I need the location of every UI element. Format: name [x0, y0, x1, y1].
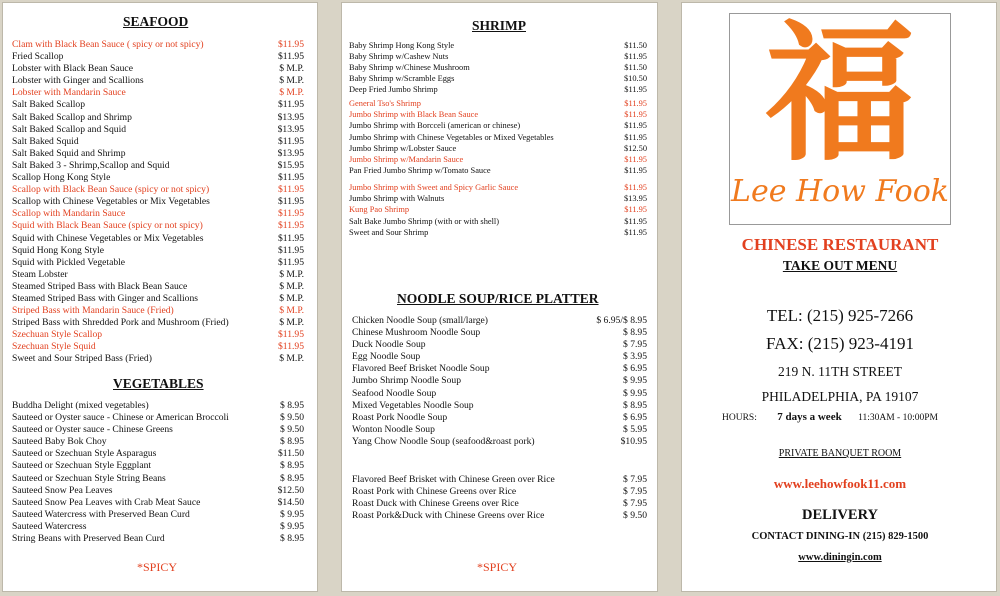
menu-item-price: $ M.P.	[279, 353, 304, 365]
menu-item-name: Sauteed Snow Pea Leaves with Crab Meat Sauce	[12, 496, 201, 508]
menu-item-price: $11.95	[277, 184, 304, 196]
menu-item	[352, 388, 647, 400]
menu-item-name: Striped Bass with Shredded Pork and Mushroom (Fried)	[12, 317, 229, 329]
menu-item	[12, 497, 304, 509]
menu-item-price: $11.95	[277, 51, 304, 63]
hours-label: HOURS:	[722, 413, 757, 423]
menu-item	[12, 329, 304, 341]
menu-item-price: $11.95	[277, 39, 304, 50]
menu-item-price: $11.95	[624, 166, 647, 176]
menu-item-name: Pan Fried Jumbo Shrimp w/Tomato Sauce	[349, 166, 491, 176]
rice-platter-list	[352, 474, 647, 522]
menu-item-price: $ M.P.	[279, 292, 304, 304]
menu-item	[349, 154, 647, 165]
menu-item	[12, 136, 304, 148]
menu-item-price: $11.50	[624, 62, 647, 72]
menu-panel-shrimp-noodle	[341, 2, 658, 592]
menu-item-price: $ 9.50	[623, 510, 647, 522]
menu-item	[12, 305, 304, 317]
menu-item-price: $11.95	[624, 51, 647, 61]
menu-item-price: $ 9.95	[280, 520, 304, 532]
menu-item-price: $ 9.95	[280, 508, 304, 520]
menu-item-price: $ M.P.	[279, 87, 304, 99]
menu-item	[12, 245, 304, 257]
menu-item-price: $11.95	[624, 216, 647, 226]
menu-item-name: Sauteed Baby Bok Choy	[12, 436, 107, 448]
menu-item-name: Squid with Black Bean Sauce (spicy or not spicy)	[12, 220, 203, 232]
seafood-list	[12, 39, 304, 366]
menu-item-price: $10.95	[620, 435, 647, 447]
menu-item	[12, 208, 304, 220]
menu-item-price: $11.95	[624, 183, 647, 192]
menu-item	[352, 351, 647, 363]
menu-item	[352, 474, 647, 486]
menu-item-name: Sweet and Sour Shrimp	[349, 227, 429, 237]
menu-item-price: $ 8.95	[280, 533, 304, 545]
menu-item	[12, 473, 304, 485]
menu-item-price: $11.95	[624, 84, 647, 94]
menu-item-price: $11.95	[624, 121, 647, 131]
menu-item-name: Salt Baked Scallop	[12, 99, 86, 111]
noodle-heading: NOODLE SOUP/RICE PLATTER	[397, 291, 599, 306]
menu-item-name: Baby Shrimp Hong Kong Style	[349, 41, 455, 50]
menu-cover-panel	[681, 2, 997, 592]
menu-item-price: $ 8.95	[280, 472, 304, 484]
menu-item	[352, 486, 647, 498]
menu-item-price: $11.95	[624, 110, 647, 120]
menu-item-price: $ 6.95/$ 8.95	[596, 315, 647, 326]
menu-item-name: Baby Shrimp w/Cashew Nuts	[349, 51, 449, 61]
restaurant-type: CHINESE RESTAURANT	[741, 235, 939, 254]
menu-item	[349, 132, 647, 143]
menu-item-price: $11.95	[624, 227, 647, 237]
menu-panel-seafood-vegetables	[2, 2, 318, 592]
menu-item-name: Kung Pao Shrimp	[349, 205, 410, 215]
spicy-note: *SPICY	[137, 560, 178, 574]
menu-item	[12, 412, 304, 424]
menu-item-price: $13.95	[277, 123, 304, 135]
menu-item-price: $ 9.95	[623, 375, 647, 387]
menu-item-name: Deep Fried Jumbo Shrimp	[349, 84, 438, 94]
menu-item	[349, 182, 647, 193]
menu-item	[12, 196, 304, 208]
menu-item-name: Baby Shrimp w/Scramble Eggs	[349, 73, 455, 83]
menu-item-price: $11.95	[277, 232, 304, 244]
menu-item	[12, 533, 304, 545]
menu-item-price: $11.95	[624, 99, 647, 108]
menu-item-price: $ 7.95	[623, 474, 647, 485]
menu-item-name: Scallop Hong Kong Style	[12, 172, 111, 184]
restaurant-logo	[729, 8, 951, 225]
menu-item-name: Roast Pork Noodle Soup	[352, 411, 448, 423]
menu-item-name: Steam Lobster	[12, 268, 68, 280]
menu-item	[349, 216, 647, 227]
menu-item-name: Salt Baked 3 - Shrimp,Scallop and Squid	[12, 159, 170, 171]
menu-item-price: $ 8.95	[623, 399, 647, 411]
menu-item-name: Chicken Noodle Soup (small/large)	[352, 315, 488, 326]
menu-item-price: $11.95	[277, 208, 304, 220]
menu-type: TAKE OUT MENU	[782, 258, 898, 273]
fax: FAX: (215) 923-4191	[766, 334, 914, 353]
menu-item-name: Buddha Delight (mixed vegetables)	[12, 400, 149, 411]
menu-item-price: $ 8.95	[623, 327, 647, 339]
menu-item-name: Jumbo Shrimp w/Lobster Sauce	[349, 143, 457, 153]
menu-item-name: Jumbo Shrimp with Walnuts	[349, 194, 445, 204]
menu-item	[352, 327, 647, 339]
menu-item-price: $ 6.95	[623, 411, 647, 423]
menu-item	[352, 315, 647, 327]
shrimp-list-group-3	[349, 182, 647, 238]
menu-item-price: $ 9.50	[280, 424, 304, 436]
menu-item-name: Sauteed Watercress	[12, 520, 87, 532]
menu-item-price: $11.95	[277, 99, 304, 111]
menu-item-name: Duck Noodle Soup	[352, 339, 426, 351]
menu-item	[12, 51, 304, 63]
menu-item	[12, 436, 304, 448]
logo-wordmark: Lee How Fook	[731, 174, 949, 209]
menu-item	[349, 74, 647, 85]
menu-item-name: Squid Hong Kong Style	[12, 244, 104, 256]
menu-item	[12, 172, 304, 184]
seafood-heading: SEAFOOD	[123, 14, 189, 29]
menu-item-name: Steamed Striped Bass with Ginger and Scallions	[12, 292, 198, 304]
menu-item	[349, 41, 647, 52]
menu-item-name: Striped Bass with Mandarin Sauce (Fried)	[12, 305, 174, 317]
menu-item-name: Egg Noodle Soup	[352, 351, 421, 363]
menu-item-name: Sauteed or Oyster sauce - Chinese or American Broccoli	[12, 412, 229, 424]
menu-item-name: Jumbo Shrimp with Chinese Vegetables or Mixed Vegetables	[349, 132, 554, 142]
menu-item	[12, 160, 304, 172]
menu-item-name: Szechuan Style Squid	[12, 341, 96, 353]
menu-item-price: $ M.P.	[279, 280, 304, 292]
menu-item-name: Scallop with Chinese Vegetables or Mix Vegetables	[12, 196, 210, 208]
spicy-note: *SPICY	[477, 560, 518, 574]
menu-item-price: $11.95	[624, 154, 647, 164]
menu-item	[349, 120, 647, 131]
menu-item-price: $14.50	[277, 496, 304, 508]
menu-item-name: Jumbo Shrimp Noodle Soup	[352, 375, 462, 387]
menu-item	[352, 412, 647, 424]
menu-item-price: $11.50	[624, 41, 647, 50]
menu-item	[12, 400, 304, 412]
menu-item-name: Steamed Striped Bass with Black Bean Sauce	[12, 280, 188, 292]
banquet-room: PRIVATE BANQUET ROOM	[778, 448, 902, 459]
menu-item-price: $13.95	[277, 111, 304, 123]
menu-item-price: $ 7.95	[623, 498, 647, 510]
menu-item-price: $10.50	[623, 73, 647, 83]
menu-item-name: Sweet and Sour Striped Bass (Fried)	[12, 353, 152, 365]
menu-item-name: Squid with Pickled Vegetable	[12, 256, 126, 268]
menu-item-price: $11.95	[277, 220, 304, 232]
menu-item	[12, 341, 304, 353]
menu-item	[12, 112, 304, 124]
menu-item-price: $11.95	[624, 205, 647, 215]
menu-item-name: Squid with Chinese Vegetables or Mix Vegetables	[12, 232, 204, 244]
shrimp-heading: SHRIMP	[472, 18, 526, 33]
menu-item-name: Lobster with Black Bean Sauce	[12, 63, 133, 75]
menu-item-name: Salt Bake Jumbo Shrimp (with or with shell)	[349, 216, 500, 226]
hours-row	[722, 411, 992, 423]
menu-item-name: Szechuan Style Scallop	[12, 329, 103, 341]
menu-item-name: Roast Duck with Chinese Greens over Rice	[352, 498, 519, 510]
menu-item	[349, 52, 647, 63]
menu-item	[352, 400, 647, 412]
shrimp-list-group-1	[349, 41, 647, 95]
menu-item-price: $11.95	[277, 329, 304, 341]
menu-item-name: Salt Baked Scallop and Squid	[12, 123, 127, 135]
hours-days: 7 days a week	[777, 411, 842, 423]
menu-item-price: $11.95	[624, 132, 647, 142]
menu-item	[12, 269, 304, 281]
menu-item-name: Lobster with Mandarin Sauce	[12, 87, 126, 99]
menu-item	[352, 510, 647, 522]
vegetables-heading: VEGETABLES	[113, 376, 204, 391]
menu-item	[349, 109, 647, 120]
menu-item-price: $15.95	[277, 159, 304, 171]
menu-item	[12, 509, 304, 521]
menu-item-price: $ 9.95	[623, 387, 647, 399]
menu-item	[12, 75, 304, 87]
menu-item-price: $ 8.95	[280, 400, 304, 411]
telephone: TEL: (215) 925-7266	[766, 306, 914, 325]
menu-item	[12, 220, 304, 232]
menu-item-name: Jumbo Shrimp with Black Bean Sauce	[349, 110, 479, 120]
menu-item-name: Scallop with Black Bean Sauce (spicy or not spicy)	[12, 184, 210, 196]
menu-item-price: $13.95	[277, 147, 304, 159]
menu-item-name: Sauteed or Szechuan Style Eggplant	[12, 460, 152, 472]
menu-item	[352, 363, 647, 375]
menu-item-price: $ 7.95	[623, 486, 647, 498]
menu-item-price: $11.95	[277, 135, 304, 147]
city-address: PHILADELPHIA, PA 19107	[761, 389, 919, 404]
menu-item	[349, 98, 647, 109]
menu-item-name: Chinese Mushroom Noodle Soup	[352, 327, 481, 339]
menu-item-name: Salt Baked Squid and Shrimp	[12, 147, 126, 159]
menu-item-price: $12.50	[277, 484, 304, 496]
menu-item-name: Scallop with Mandarin Sauce	[12, 208, 126, 220]
menu-item-name: Sauteed Watercress with Preserved Bean Curd	[12, 508, 190, 520]
menu-item	[352, 375, 647, 387]
menu-item-price: $ 8.95	[280, 436, 304, 448]
menu-item-name: Baby Shrimp w/Chinese Mushroom	[349, 62, 470, 72]
menu-item	[12, 485, 304, 497]
menu-item-name: Yang Chow Noodle Soup (seafood&roast pork)	[352, 435, 535, 447]
menu-item	[12, 424, 304, 436]
menu-item-price: $ M.P.	[279, 317, 304, 329]
menu-item-name: Sauteed or Szechuan Style Asparagus	[12, 448, 157, 460]
menu-item	[12, 148, 304, 160]
menu-item-price: $ M.P.	[279, 75, 304, 87]
menu-item-price: $ M.P.	[279, 63, 304, 75]
menu-item	[12, 448, 304, 460]
menu-item-name: String Beans with Preserved Bean Curd	[12, 533, 165, 545]
menu-item	[352, 424, 647, 436]
vegetables-list	[12, 400, 304, 545]
menu-item	[12, 293, 304, 305]
menu-item-name: Salt Baked Scallop and Shrimp	[12, 111, 132, 123]
menu-item	[12, 521, 304, 533]
menu-item	[352, 339, 647, 351]
noodle-soup-list	[352, 315, 647, 448]
menu-item	[12, 460, 304, 472]
menu-item-price: $ 6.95	[623, 363, 647, 375]
menu-item-name: Flavored Beef Brisket with Chinese Green over Rice	[352, 474, 555, 485]
menu-item	[349, 193, 647, 204]
diningin-link[interactable]: www.diningin.com	[798, 552, 882, 563]
menu-item-price: $ 3.95	[623, 351, 647, 363]
website-link[interactable]: www.leehowfook11.com	[773, 476, 907, 491]
menu-item	[12, 99, 304, 111]
menu-item-name: Sauteed or Oyster sauce - Chinese Greens	[12, 424, 173, 436]
menu-item-name: Jumbo Shrimp with Borcceli (american or chinese)	[349, 121, 521, 131]
menu-item-name: Lobster with Ginger and Scallions	[12, 75, 144, 87]
menu-item	[12, 317, 304, 329]
menu-item	[12, 257, 304, 269]
menu-item-name: Sauteed or Szechuan Style String Beans	[12, 472, 166, 484]
menu-item-price: $ 7.95	[623, 339, 647, 351]
menu-item-name: Wonton Noodle Soup	[352, 423, 435, 435]
delivery-contact: CONTACT DINING-IN (215) 829-1500	[751, 531, 929, 542]
menu-item	[12, 281, 304, 293]
menu-item	[12, 87, 304, 99]
menu-item-price: $11.95	[277, 341, 304, 353]
menu-item-name: Seafood Noodle Soup	[352, 387, 437, 399]
menu-item	[349, 85, 647, 96]
menu-item	[12, 184, 304, 196]
menu-item-price: $ 9.50	[280, 412, 304, 424]
menu-item	[349, 143, 647, 154]
menu-item-name: Jumbo Shrimp with Sweet and Spicy Garlic Sauce	[349, 183, 519, 192]
menu-item-name: Clam with Black Bean Sauce ( spicy or not spicy)	[12, 39, 204, 50]
menu-item	[349, 204, 647, 215]
menu-item-name: Jumbo Shrimp w/Mandarin Sauce	[349, 154, 464, 164]
menu-item	[349, 63, 647, 74]
menu-item	[12, 124, 304, 136]
shrimp-list-group-2	[349, 98, 647, 176]
menu-item-price: $11.50	[277, 448, 304, 460]
menu-item-price: $11.95	[277, 256, 304, 268]
menu-item	[12, 353, 304, 365]
menu-item	[349, 165, 647, 176]
menu-item-name: Roast Pork with Chinese Greens over Rice	[352, 486, 517, 498]
menu-item	[12, 39, 304, 51]
menu-item-price: $11.95	[277, 244, 304, 256]
menu-item-name: General Tso's Shrimp	[349, 99, 421, 108]
menu-item-price: $11.95	[277, 172, 304, 184]
menu-item-price: $11.95	[277, 196, 304, 208]
menu-item	[349, 227, 647, 238]
menu-item-price: $ M.P.	[279, 268, 304, 280]
menu-item-price: $ 8.95	[280, 460, 304, 472]
menu-item-name: Fried Scallop	[12, 51, 64, 63]
menu-item-name: Sauteed Snow Pea Leaves	[12, 484, 113, 496]
menu-item	[352, 498, 647, 510]
menu-item-price: $ 5.95	[623, 423, 647, 435]
menu-item-price: $13.95	[623, 194, 647, 204]
menu-item-price: $ M.P.	[279, 305, 304, 317]
fu-character-logo: 福	[764, 8, 915, 182]
street-address: 219 N. 11TH STREET	[778, 364, 902, 379]
delivery-heading: DELIVERY	[801, 507, 879, 523]
menu-item	[12, 233, 304, 245]
menu-item-name: Salt Baked Squid	[12, 135, 79, 147]
menu-item-price: $12.50	[623, 143, 647, 153]
menu-item	[12, 63, 304, 75]
hours-time: 11:30AM - 10:00PM	[858, 413, 938, 423]
menu-item	[352, 436, 647, 448]
menu-item-name: Flavored Beef Brisket Noodle Soup	[352, 363, 490, 375]
menu-item-name: Mixed Vegetables Noodle Soup	[352, 399, 474, 411]
menu-item-name: Roast Pork&Duck with Chinese Greens over Rice	[352, 510, 545, 522]
